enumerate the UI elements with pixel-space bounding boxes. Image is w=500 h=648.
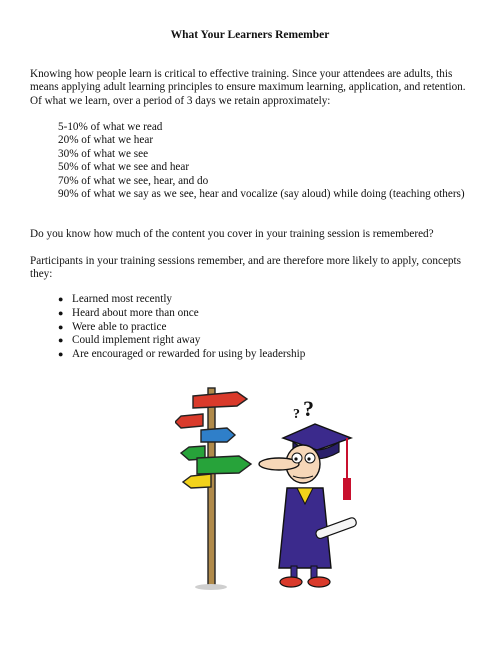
retention-item: 70% of what we see, hear, and do (58, 174, 209, 187)
sign-yellow (183, 474, 211, 488)
page-title: What Your Learners Remember (170, 29, 330, 41)
retention-item: 50% of what we see and hear (58, 161, 190, 174)
bullet-item: ● Learned most recently (58, 293, 173, 305)
question-mark: ? (303, 396, 314, 421)
bullet-icon: ● (58, 307, 64, 318)
sign-red-left (175, 414, 203, 428)
retention-list (58, 121, 468, 201)
bullet-item: ● Heard about more than once (58, 306, 199, 319)
question-mark-small: ? (293, 407, 300, 422)
bullet-item: ● Could implement right away (58, 334, 201, 347)
bullet-icon: ● (58, 349, 64, 360)
bullet-icon: ● (58, 294, 64, 304)
bullet-icon: ● (58, 335, 64, 346)
retention-item: 20% of what we hear (58, 134, 154, 147)
retention-item: 30% of what we see (58, 147, 149, 160)
graduate-signpost-icon (175, 378, 375, 593)
sign-red-top (193, 392, 247, 408)
retention-item: 5-10% of what we read (58, 121, 163, 133)
shoe (308, 577, 330, 587)
bullet-icon: ● (58, 321, 64, 332)
intro-paragraph: Knowing how people learn is critical to effective training. Since your attendees are adults, this means applying adult learning principles to ensure maximum learning, application, and retention. Of what we learn, over a period of 3 days we retain approximately: (30, 68, 466, 107)
bullet-item: ● Are encouraged or rewarded for using by leadership (58, 348, 306, 361)
concepts-bullet-list (58, 293, 305, 362)
participants-paragraph: Participants in your training sessions remember, and are therefore more likely to apply, concepts they: (30, 255, 461, 281)
sign-green-right (197, 456, 251, 474)
retention-item: 90% of what we say as we see, hear and vocalize (say aloud) while doing (teaching others) (58, 188, 465, 201)
tassel (343, 478, 351, 500)
question-paragraph: Do you know how much of the content you cover in your training session is remembered? (30, 228, 434, 240)
ground-shadow (195, 584, 227, 590)
bullet-item: ● Were able to practice (58, 320, 167, 333)
sign-blue (201, 428, 235, 442)
signpost-pole (208, 388, 215, 588)
shoe (280, 577, 302, 587)
